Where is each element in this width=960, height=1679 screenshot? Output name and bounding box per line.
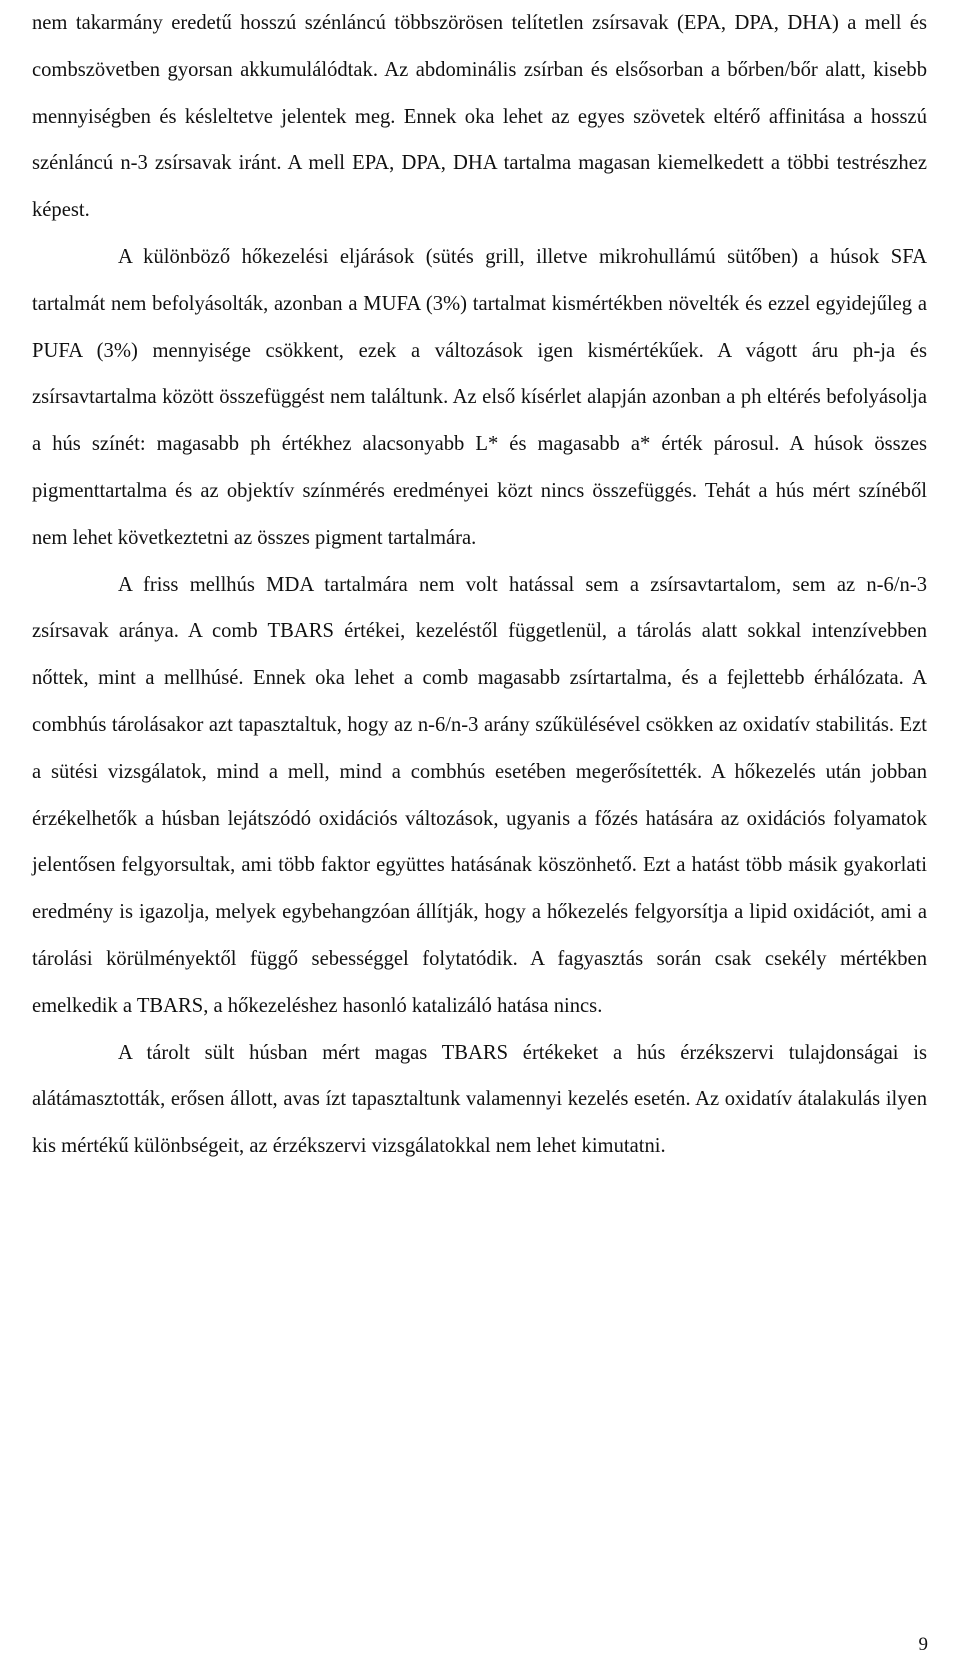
- paragraph-heat-treatment: A különböző hőkezelési eljárások (sütés grill, illetve mikrohullámú sütőben) a húsok SFA tartalmát nem befolyásolták, azonban a MUFA (3%) tartalmat kismértékben növelték és ezzel egyidejűleg a PUFA (3%) mennyisége csökkent, ezek a változások igen kismértékűek. A vágott áru ph-ja és zsírsavtartalma között összefüggést nem találtunk. Az első kísérlet alapján azonban a ph eltérés befolyásolja a hús színét: magasabb ph értékhez alacsonyabb L* és magasabb a* érték párosul. A húsok összes pigmenttartalma és az objektív színmérés eredményei közt nincs összefüggés. Tehát a hús mért színéből nem lehet következtetni az összes pigment tartalmára.: [32, 245, 927, 549]
- paragraph-fatty-acid-accumulation: nem takarmány eredetű hosszú szénláncú többszörösen telítetlen zsírsavak (EPA, DPA, DHA) a mell és combszövetben gyorsan akkumulálódtak. Az abdominális zsírban és elsősorban a bőrben/bőr alatt, kisebb mennyiségben és késleltetve jelentek meg. Ennek oka lehet az egyes szövetek eltérő affinitása a hosszú szénláncú n-3 zsírsavak iránt. A mell EPA, DPA, DHA tartalma magasan kiemelkedett a többi testrészhez képest.: [32, 12, 927, 222]
- paragraph-mda-tbars: A friss mellhús MDA tartalmára nem volt hatással sem a zsírsavtartalom, sem az n-6/n-3 zsírsavak aránya. A comb TBARS értékei, kezeléstől függetlenül, a tárolás alatt sokkal intenzívebben nőttek, mint a mellhúsé. Ennek oka lehet a comb magasabb zsírtartalma, és a fejlettebb érhálózata. A combhús tárolásakor azt tapasztaltuk, hogy az n-6/n-3 arány szűkülésével csökken az oxidatív stabilitás. Ezt a sütési vizsgálatok, mind a mell, mind a combhús esetében megerősítették. A hőkezelés után jobban érzékelhetők a húsban lejátszódó oxidációs változások, ugyanis a főzés hatására az oxidációs folyamatok jelentősen felgyorsultak, ami több faktor együttes hatásának köszönhető. Ezt a hatást több másik gyakorlati eredmény is igazolja, melyek egybehangzóan állítják, hogy a hőkezelés felgyorsítja a lipid oxidációt, ami a tárolási körülményektől függő sebességgel folytatódik. A fagyasztás során csak csekély mértékben emelkedik a TBARS, a hőkezeléshez hasonló katalizáló hatása nincs.: [32, 573, 927, 1017]
- body-text: [32, 0, 927, 1170]
- page-number: 9: [918, 1634, 928, 1655]
- paragraph-sensory: A tárolt sült húsban mért magas TBARS értékeket a hús érzékszervi tulajdonságai is alátámasztották, erősen állott, avas ízt tapasztaltunk valamennyi kezelés esetén. Az oxidatív átalakulás ilyen kis mértékű különbségeit, az érzékszervi vizsgálatokkal nem lehet kimutatni.: [32, 1041, 927, 1158]
